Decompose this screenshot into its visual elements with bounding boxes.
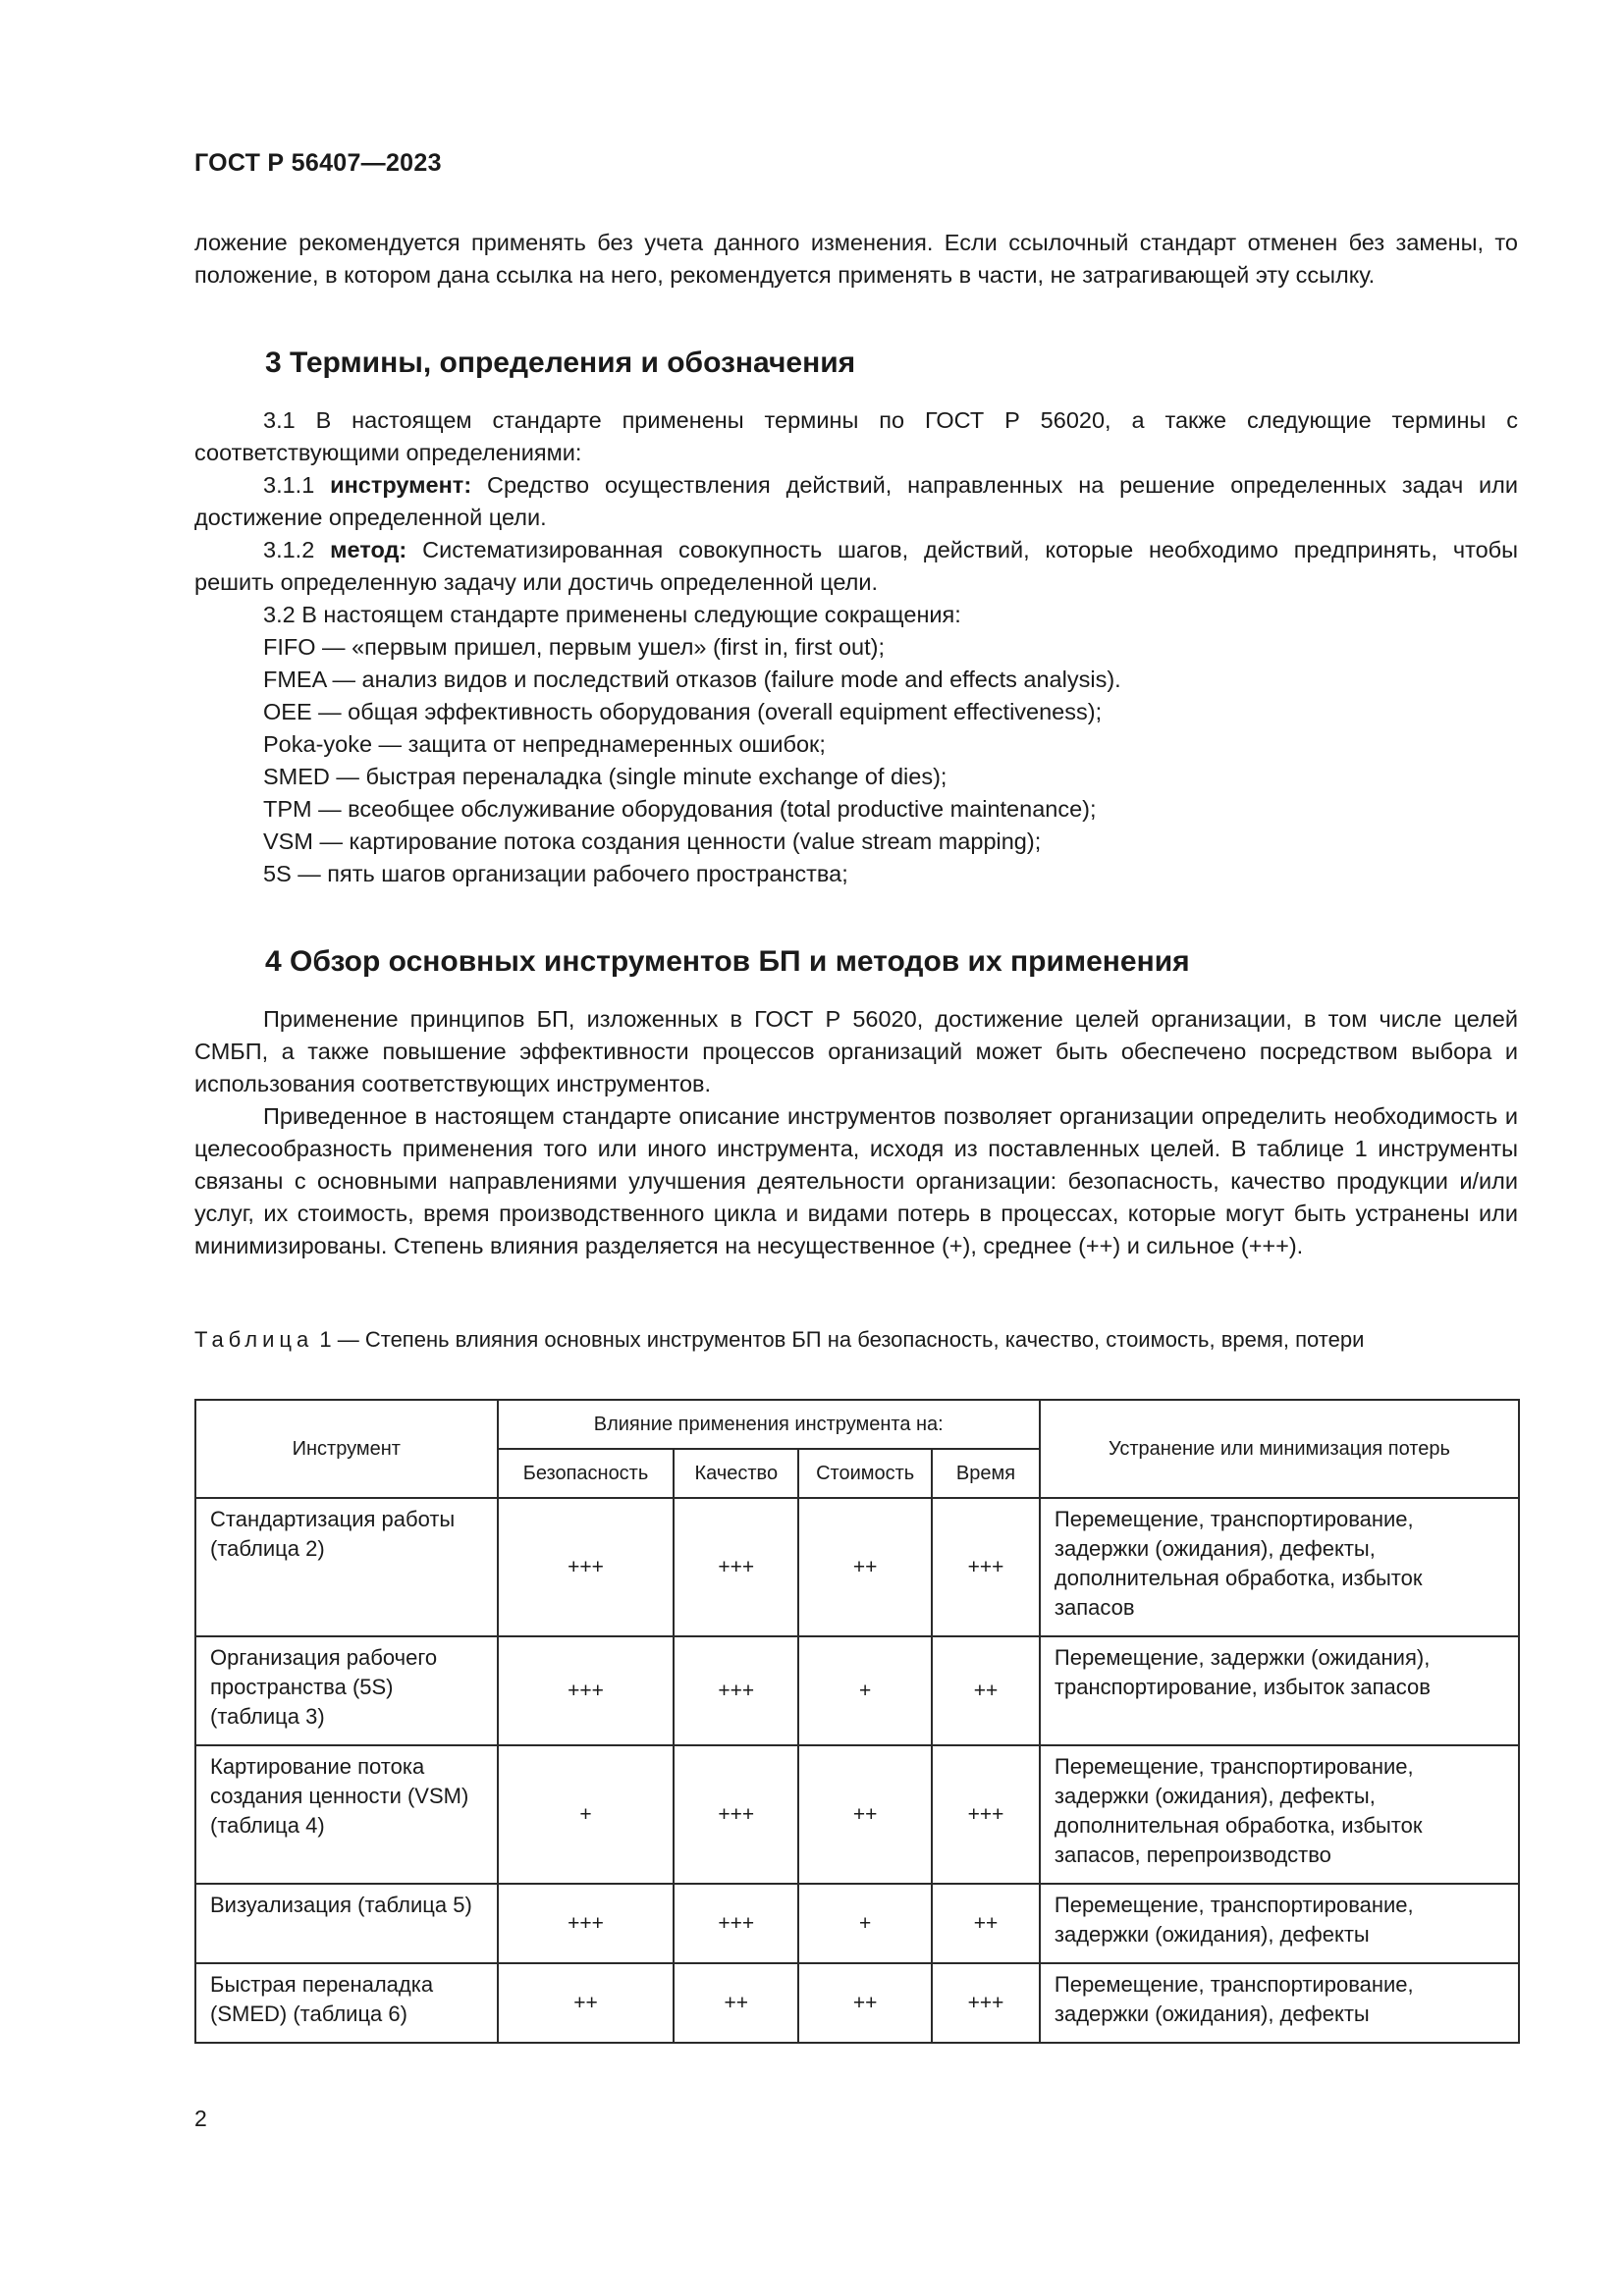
column-header-safety: Безопасность (498, 1449, 675, 1498)
losses-cell: Перемещение, транспортирование, задержки (ожидания), дефекты (1040, 1963, 1519, 2043)
column-header-tool: Инструмент (195, 1400, 498, 1498)
abbreviation-item: TPM — всеобщее обслуживание оборудования (total productive maintenance); (263, 796, 1097, 822)
abbreviation-item: VSM — картирование потока создания ценности (value stream mapping); (263, 828, 1042, 854)
quality-cell: +++ (674, 1884, 798, 1963)
safety-cell: +++ (498, 1884, 675, 1963)
section-4-heading: 4 Обзор основных инструментов БП и методов их применения (265, 945, 1190, 978)
losses-cell: Перемещение, транспортирование, задержки (ожидания), дефекты, дополнительная обработка, избыток запасов (1040, 1498, 1519, 1636)
abbreviation-item: FIFO — «первым пришел, первым ушел» (first in, first out); (263, 634, 885, 660)
term-number: 3.1.1 (263, 472, 315, 498)
table-caption-label: Таблица (194, 1327, 314, 1352)
term-number: 3.1.2 (263, 537, 315, 562)
tool-cell: Организация рабочего пространства (5S) (таблица 3) (195, 1636, 498, 1745)
abbreviation-item: FMEA — анализ видов и последствий отказов (failure mode and effects analysis). (263, 667, 1121, 692)
time-cell: ++ (932, 1636, 1040, 1745)
tool-cell: Визуализация (таблица 5) (195, 1884, 498, 1963)
time-cell: ++ (932, 1884, 1040, 1963)
table-row (195, 1636, 1519, 1745)
abbreviation-item: Poka-yoke — защита от непреднамеренных ошибок; (263, 731, 826, 757)
table-row (195, 1745, 1519, 1884)
term-definition: Средство осуществления действий, направленных на решение определенных задач или достижение определенной цели. (194, 472, 1519, 530)
table-caption-text: 1 — Степень влияния основных инструментов БП на безопасность, качество, стоимость, время, потери (319, 1327, 1365, 1352)
page-number: 2 (194, 2106, 207, 2131)
tool-cell: Быстрая переналадка (SMED) (таблица 6) (195, 1963, 498, 2043)
abbreviation-item: OEE — общая эффективность оборудования (overall equipment effectiveness); (263, 699, 1103, 724)
impact-table (194, 1399, 1520, 2044)
cost-cell: ++ (798, 1498, 932, 1636)
column-header-cost: Стоимость (798, 1449, 932, 1498)
time-cell: +++ (932, 1745, 1040, 1884)
cost-cell: ++ (798, 1963, 932, 2043)
safety-cell: +++ (498, 1636, 675, 1745)
quality-cell: +++ (674, 1745, 798, 1884)
continuation-paragraph: ложение рекомендуется применять без учета данного изменения. Если ссылочный стандарт отменен без замены, то положение, в котором дана ссылка на него, рекомендуется применять в части, не затрагивающей эту ссылку. (194, 230, 1518, 288)
column-header-losses: Устранение или минимизация потерь (1040, 1400, 1519, 1498)
tool-cell: Стандартизация работы (таблица 2) (195, 1498, 498, 1636)
safety-cell: ++ (498, 1963, 675, 2043)
table-row (195, 1498, 1519, 1636)
safety-cell: + (498, 1745, 675, 1884)
abbreviation-item: 5S — пять шагов организации рабочего пространства; (263, 861, 848, 886)
tool-cell: Картирование потока создания ценности (VSM) (таблица 4) (195, 1745, 498, 1884)
losses-cell: Перемещение, транспортирование, задержки (ожидания), дефекты (1040, 1884, 1519, 1963)
term-method (194, 534, 1518, 599)
cost-cell: + (798, 1884, 932, 1963)
section-3-1-paragraph: 3.1 В настоящем стандарте применены термины по ГОСТ Р 56020, а также следующие термины с соответствующими определениями: (194, 407, 1518, 465)
table-caption (194, 1325, 1518, 1355)
section-3-2-paragraph: 3.2 В настоящем стандарте применены следующие сокращения: (263, 602, 961, 627)
time-cell: +++ (932, 1498, 1040, 1636)
section-4-paragraph: Приведенное в настоящем стандарте описание инструментов позволяет организации определить необходимость и целесообразность применения того или иного инструмента, исходя из поставленных целей. В таблице 1 инструменты связаны с основными направлениями улучшения деятельности организации: безопасность, качество продукции и/или услуг, их стоимость, время производственного цикла и видами потерь в процессах, которые могут быть устранены или минимизированы. Степень влияния разделяется на несущественное (+), среднее (++) и сильное (+++). (194, 1103, 1518, 1258)
section-3-body (194, 404, 1518, 890)
safety-cell: +++ (498, 1498, 675, 1636)
column-header-impact: Влияние применения инструмента на: (498, 1400, 1040, 1449)
document-code: ГОСТ Р 56407—2023 (194, 149, 442, 177)
term-instrument (194, 469, 1518, 534)
losses-cell: Перемещение, транспортирование, задержки (ожидания), дефекты, дополнительная обработка, избыток запасов, перепроизводство (1040, 1745, 1519, 1884)
section-3-heading: 3 Термины, определения и обозначения (265, 347, 856, 379)
column-header-quality: Качество (674, 1449, 798, 1498)
losses-cell: Перемещение, задержки (ожидания), транспортирование, избыток запасов (1040, 1636, 1519, 1745)
quality-cell: ++ (674, 1963, 798, 2043)
time-cell: +++ (932, 1963, 1040, 2043)
term-definition: Систематизированная совокупность шагов, действий, которые необходимо предпринять, чтобы решить определенную задачу или достичь определенной цели. (194, 537, 1519, 595)
cost-cell: ++ (798, 1745, 932, 1884)
term-name: инструмент: (330, 472, 472, 498)
term-name: метод: (330, 537, 407, 562)
quality-cell: +++ (674, 1636, 798, 1745)
table-row (195, 1963, 1519, 2043)
table-row (195, 1884, 1519, 1963)
column-header-time: Время (932, 1449, 1040, 1498)
quality-cell: +++ (674, 1498, 798, 1636)
section-4-paragraph: Применение принципов БП, изложенных в ГОСТ Р 56020, достижение целей организации, в том числе целей СМБП, а также повышение эффективности процессов организаций может быть обеспечено посредством выбора и использования соответствующих инструментов. (194, 1006, 1518, 1096)
section-4-body (194, 1003, 1518, 1262)
cost-cell: + (798, 1636, 932, 1745)
abbreviation-item: SMED — быстрая переналадка (single minute exchange of dies); (263, 764, 947, 789)
